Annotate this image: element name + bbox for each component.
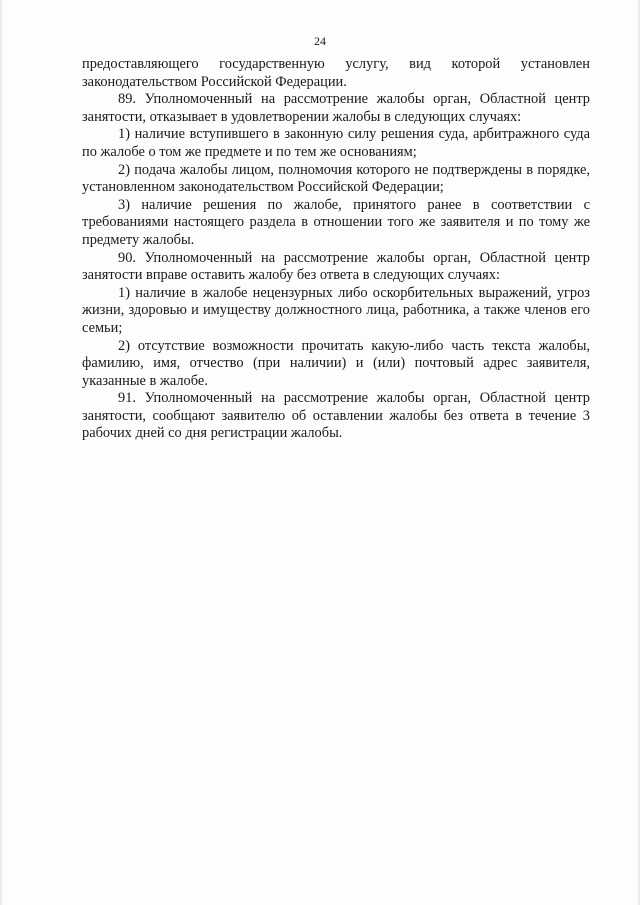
paragraph-clause-90-item-1: 1) наличие в жалобе нецензурных либо оскорбительных выражений, угроз жизни, здоровью и имуществу должностного лица, работника, а также членов его семьи; xyxy=(82,284,590,336)
paragraph-clause-89: 89. Уполномоченный на рассмотрение жалобы орган, Областной центр занятости, отказывает в удовлетворении жалобы в следующих случаях: xyxy=(82,91,590,125)
document-body xyxy=(82,56,590,443)
page-number: 24 xyxy=(314,34,326,48)
scan-edge-left xyxy=(0,0,3,905)
paragraph-clause-89-item-3: 3) наличие решения по жалобе, принятого ранее в соответствии с требованиями настоящего раздела в отношении того же заявителя и по тому же предмету жалобы. xyxy=(82,196,590,248)
paragraph-clause-89-item-2: 2) подача жалобы лицом, полномочия которого не подтверждены в порядке, установленном законодательством Российской Федерации; xyxy=(82,161,590,196)
paragraph-clause-91: 91. Уполномоченный на рассмотрение жалобы орган, Областной центр занятости, сообщают заявителю об оставлении жалобы без ответа в течение 3 рабочих дней со дня регистрации жалобы. xyxy=(82,390,590,442)
paragraph-clause-90: 90. Уполномоченный на рассмотрение жалобы орган, Областной центр занятости вправе оставить жалобу без ответа в следующих случаях: xyxy=(82,249,590,284)
paragraph-continuation: предоставляющего государственную услугу, вид которой установлен законодательством Российской Федерации. xyxy=(82,56,590,90)
paragraph-clause-90-item-2: 2) отсутствие возможности прочитать какую-либо часть текста жалобы, фамилию, имя, отчество (при наличии) и (или) почтовый адрес заявителя, указанные в жалобе. xyxy=(82,337,590,389)
paragraph-clause-89-item-1: 1) наличие вступившего в законную силу решения суда, арбитражного суда по жалобе о том же предмете и по тем же основаниям; xyxy=(82,126,590,160)
